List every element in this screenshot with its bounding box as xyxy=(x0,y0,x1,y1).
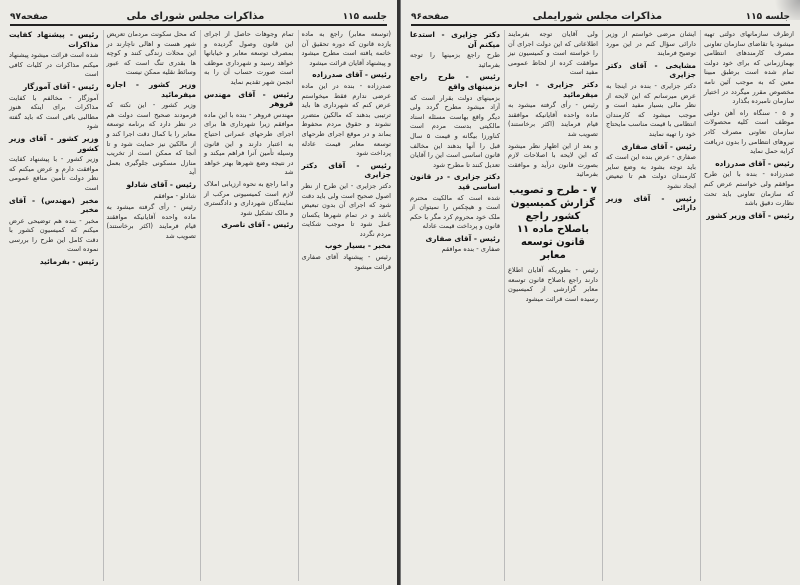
page-number: صفحه۹۷ xyxy=(10,12,49,22)
page-header xyxy=(10,4,387,26)
page-header xyxy=(411,4,790,26)
paragraph: و ۵ - سنگاه راه آهن دولتی موظف است کلیه محصولات سازمان تعاونی مصرف کادر نیروهای انتظامی را بدون دریافت کرایه حمل نماید xyxy=(704,108,794,156)
paragraph: شده است که مالکیت محترم است و هیچکس را نمیتوان از ملک خود محروم کرد مگر با حکم قانون و پرداخت قیمت عادله xyxy=(410,193,500,231)
speaker-line: رئیس - آقای آموزگار xyxy=(22,81,99,91)
paragraph: مخبر - بنده هم توضیحی عرض میکنم که کمیسیون کشور با دقت کامل این طرح را بررسی نموده است xyxy=(9,216,99,254)
page-number: صفحه۹۶ xyxy=(411,12,450,22)
speaker-line: رئیس - آقای صفاری xyxy=(425,233,500,243)
speaker-line: رئیس - آقای ناصری xyxy=(221,220,294,230)
paragraph: مهندس فروهر - بنده با این ماده موافقم زیرا شهرداری ها برای اجرای طرحهای عمرانی احتیاج به اعتبار دارند و این قانون وسیله تأمین آنرا فراهم میکند و در نتیجه وضع شهرها بهتر خواهد شد xyxy=(204,110,294,177)
speaker-line: رئیس - آقای شادلو xyxy=(126,179,196,189)
paragraph: رئیس - پیشنهاد آقای صفاری قرائت میشود xyxy=(301,253,391,271)
section-heading: ۷ - طرح و تصویب گزارش کمیسیون کشور راجع باصلاح ماده ۱۱ قانون توسعه معابر xyxy=(509,184,597,261)
text-column xyxy=(602,30,696,581)
paragraph: (توسعه معابر) راجع به ماده یازده قانون که دوره تحقیق آن خاتمه یافته است مطرح میشود و پیشنهاد آقایان قرائت میشود xyxy=(301,30,391,67)
text-column xyxy=(103,30,197,581)
paragraph: صفاری - بنده موافقم xyxy=(441,245,500,254)
speaker-line: رئیس - آقای وزیر دارائی xyxy=(606,193,696,213)
paragraph: صفاری - عرض بنده این است که باید توجه بشود به وضع سایر کارمندان دولت هم تا تبعیض ایجاد نشود xyxy=(606,153,696,190)
text-columns xyxy=(6,30,391,581)
speaker-line: مخبر (مهندس) - آقای مخبر xyxy=(9,195,99,215)
speaker-line: رئیس - بفرمائید xyxy=(39,257,99,267)
paragraph: وزیر کشور - این نکته که فرمودند صحیح است دولت هم در نظر دارد که برنامه توسعه معابر را با کمال دقت اجرا کند و از مالکین نیز حمایت شود و تا آنجا که ممکن است از تخریب منازل مسکونی جلوگیری بعمل آید xyxy=(106,101,196,177)
text-columns xyxy=(407,30,794,581)
paragraph: شادلو - موافقم xyxy=(153,191,196,200)
speaker-line: مشایخی - آقای دکتر جزایری xyxy=(606,60,696,80)
speaker-line: دکتر جزایری - در قانون اساسی قید xyxy=(410,172,500,191)
page-title: مذاکرات مجلس شورای ملی xyxy=(126,11,265,22)
right-page xyxy=(400,0,800,585)
text-column xyxy=(407,30,500,581)
paragraph: رئیس - رأی گرفته میشود به ماده واحده آقایانیکه موافقند قیام فرمایند (اکثر برخاستند) تصویب شد xyxy=(508,101,598,138)
session-number: جلسه ۱۱۵ xyxy=(745,12,790,22)
page-title: مذاکرات مجلس شورایملی xyxy=(532,11,663,22)
paragraph: ازطرف سازمانهای دولتی تهیه میشود یا تقاضای سازمان تعاونی مصرف کارمندهای انتظامی بهماززمانی که برای خود دولت تمام شده است برطبق مبینا معین که به موجب آئین نامه مخصوص مقرر میگردد در اختیار سازمان نامبرده بگذارد xyxy=(704,30,794,106)
paragraph: ایشان مرضی خواستم از وزیر دارائی سؤال کنم در این مورد توضیح فرمایند xyxy=(606,30,696,58)
speaker-line: دکتر جزایری - استدعا میکنم آن xyxy=(410,30,500,49)
paragraph: رئیس - رأی گرفته میشود به ماده واحده آقایانیکه موافقند قیام فرمایند (اکثر برخاستند) تصویب شد xyxy=(106,203,196,240)
speaker-line: دکتر جزایری - اجازه میفرمائید xyxy=(508,79,598,99)
text-column xyxy=(504,30,598,581)
paragraph: بزمینهای دولت بقرار است که آزاد میشود مطرح گردد ولی دیگر واقع بهاست مسئله اسناد مالکیتی بدست مردم است کناورزا بیگانه و قیمت ۵ سال قبل را آنها بدهند این مخالف قانون اساسی است این را آقایان تعدیل کنند تا مطرح شود xyxy=(410,93,500,169)
speaker-line: رئیس - آقای دکتر جزایری xyxy=(301,160,391,180)
speaker-line: رئیس - پیشنهاد کفایت مذاکرات xyxy=(9,30,99,49)
paragraph: ولی آقایان توجه بفرمایند اطلاعاتی که این دولت اجرای آن را خواسته است و کمیسیون نیز موافقت کرده از لحاظ عمومی مفید است xyxy=(508,30,598,77)
text-column xyxy=(6,30,99,581)
paragraph: شده است قرائت میشود پیشنهاد میکنم مذاکرات در کلیات کافی است xyxy=(9,51,99,79)
paragraph: رئیس - بطوریکه آقایان اطلاع دارند راجع باصلاح قانون توسعه معابر گزارشی از کمیسیون رسیده است قرائت میشود xyxy=(508,265,598,303)
speaker-line: رئیس - طرح راجع بزمینهای واقع xyxy=(410,72,500,91)
speaker-line: رئیس - آقای صدرزاده xyxy=(312,70,391,80)
paragraph: و بعد از این اظهار نظر میشود که این لایحه با اصلاحات لازم بصورت قانون درآید و موافقت بفرمائید xyxy=(508,141,598,179)
paragraph: صدرزاده - بنده با این طرح موافقم ولی خواستم عرض کنم که سازمان تعاونی باید تحت نظارت دقیق باشد xyxy=(704,170,794,208)
paragraph: صدرزاده - بنده در این ماده عرضی ندارم فقط میخواستم عرض کنم که شهرداری ها باید ترتیبی بدهند که مالکین متضرر نشوند و حقوق مردم محفوظ بماند و در موقع اجرای طرحهای توسعه معابر قیمت عادله پرداخت شود xyxy=(301,81,391,158)
speaker-line: رئیس - آقای صفاری xyxy=(621,141,696,151)
session-number: جلسه ۱۱۵ xyxy=(342,12,387,22)
paragraph: دکتر جزایری - این طرح از نظر اصول صحیح است ولی باید دقت شود که اجرای آن بدون تبعیض باشد و در تمام شهرها یکسان عمل شود تا موجب شکایت مردم نگردد xyxy=(301,181,391,238)
paragraph: وزیر کشور - با پیشنهاد کفایت موافقت دارم و عرض میکنم که نظر دولت تأمین منافع عمومی است xyxy=(9,155,99,192)
paragraph: طرح راجع بزمینها را توجه بفرمائید xyxy=(410,51,500,69)
speaker-line: رئیس - آقای مهندس فروهر xyxy=(204,89,294,109)
paragraph: و اما راجع به نحوه ارزیابی املاک لازم است کمیسیونی مرکب از نمایندگان شهرداری و دادگستری و مالک تشکیل شود xyxy=(204,179,294,217)
paragraph: آموزگار - مخالفم با کفایت مذاکرات برای اینکه هنوز مطالبی باقی است که باید گفته شود xyxy=(9,93,99,131)
paragraph: دکتر جزایری - بنده در اینجا به عرض میرسانم که این لایحه از نظر مالی بسیار مفید است و موجب میشود که کارمندان انتظامی با قیمت مناسب مایحتاج خود را تهیه نمایند xyxy=(606,81,696,138)
paragraph: تمام وجوهات حاصل از اجرای این قانون وصول گردیده و بمصرف توسعه معابر و خیابانها خواهد رسید و شهرداری موظف است صورت حساب آن را به انجمن شهر تقدیم نماید xyxy=(204,30,294,86)
paragraph: که محل سکونت مردمان تعریض شهر هست و اهالی ناچارند در این محلات زندگی کنند و کوچه ها بقدری تنگ است که عبور وسائط نقلیه ممکن نیست xyxy=(106,30,196,77)
text-column xyxy=(200,30,294,581)
speaker-line: رئیس - آقای صدرزاده xyxy=(715,158,794,168)
speaker-line: رئیس - آقای وزیر کشور xyxy=(706,210,794,220)
speaker-line: وزیر کشور - آقای وزیر کشور xyxy=(9,133,99,153)
speaker-line: وزیر کشور - اجازه میفرمائید xyxy=(106,79,196,99)
text-column xyxy=(700,30,794,581)
text-column xyxy=(298,30,392,581)
speaker-line: مخبر - بسیار خوب xyxy=(324,241,391,251)
